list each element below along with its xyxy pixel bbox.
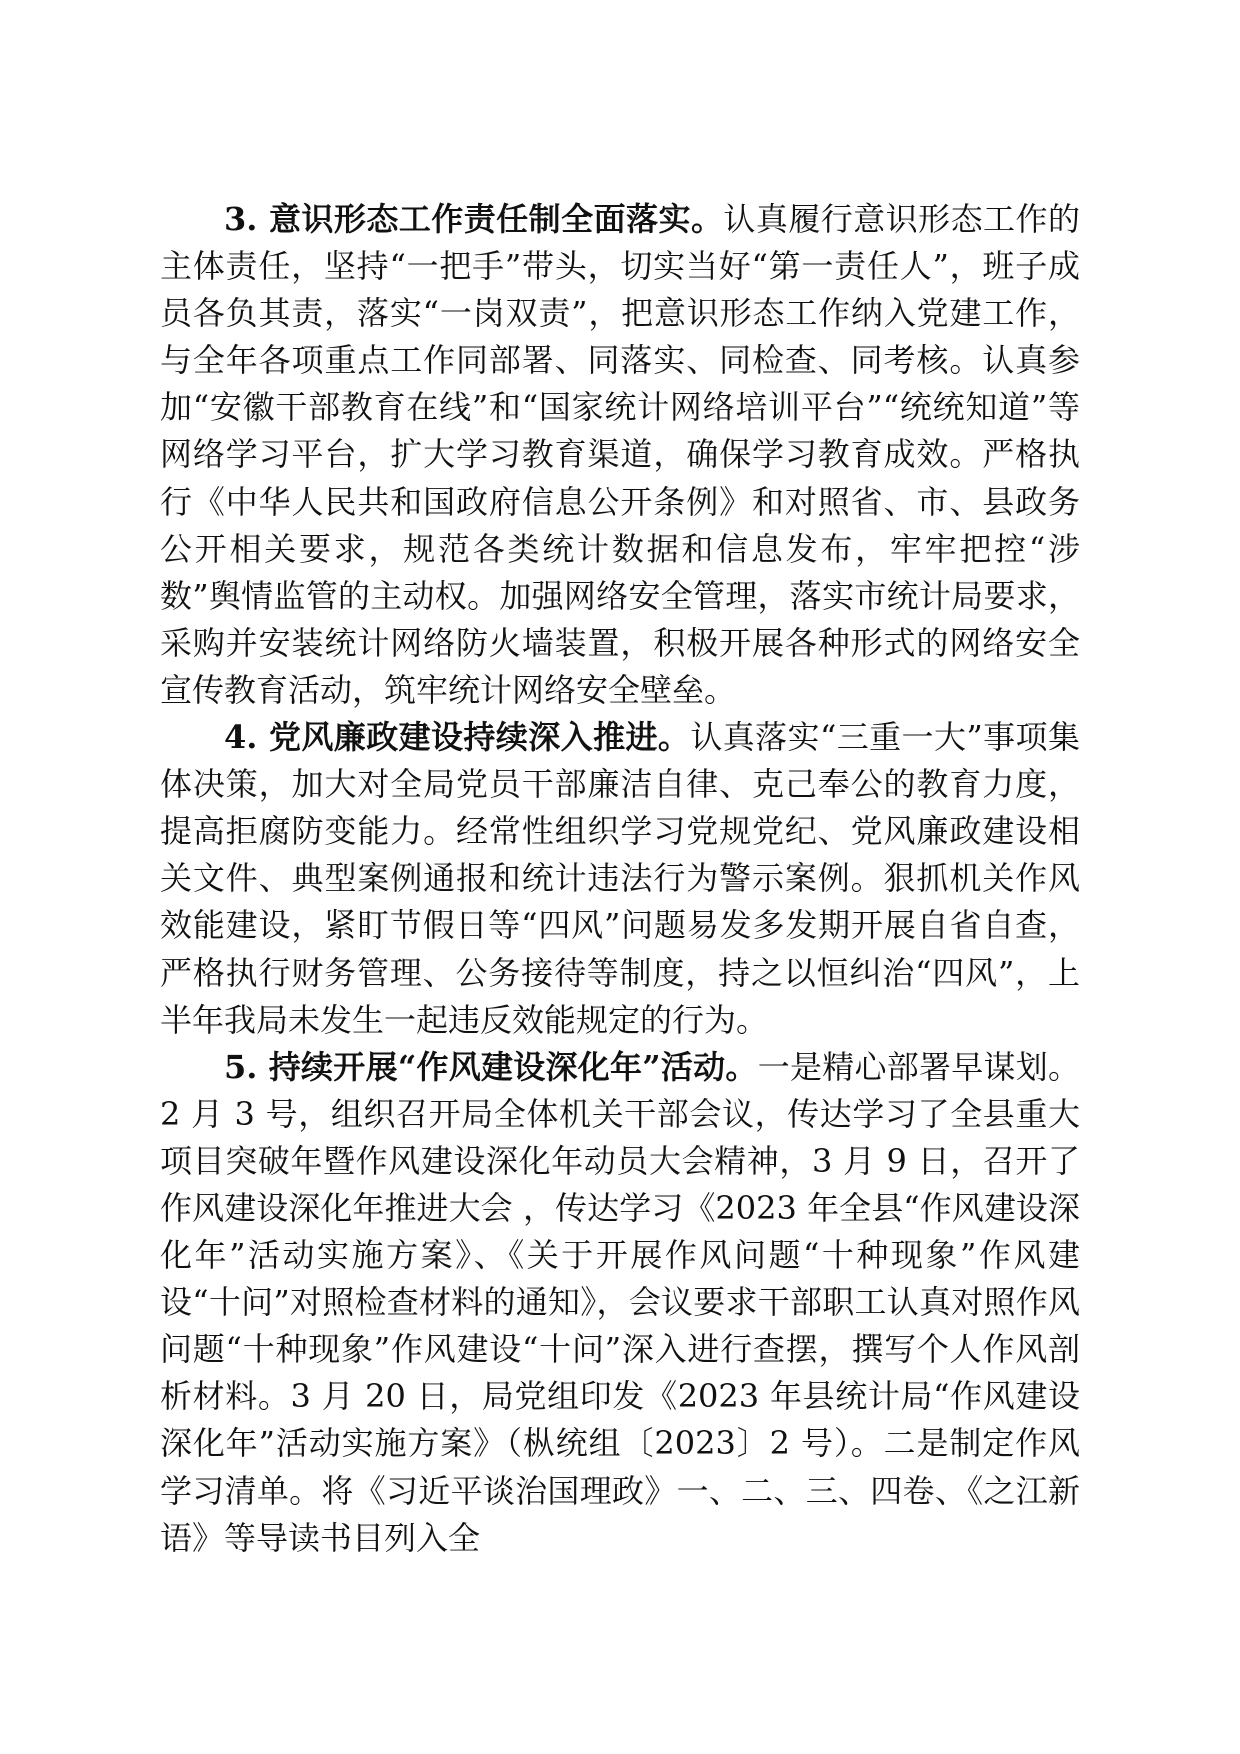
paragraph-3-body: 认真履行意识形态工作的主体责任，坚持“一把手”带头，切实当好“第一责任人”，班子成员各负其责，落实“一岗双责”，把意识形态工作纳入党建工作，与全年各项重点工作同部署、同落实、同检查、同考核。认真参加“安徽干部教育在线”和“国家统计网络培训平台”“统统知道”等网络学习平台，扩大学习教育渠道，确保学习教育成效。严格执行《中华人民共和国政府信息公开条例》和对照省、市、县政务公开相关要求，规范各类统计数据和信息发布，牢牢把控“涉数”舆情监管的主动权。加强网络安全管理，落实市统计局要求，采购并安装统计网络防火墙装置，积极开展各种形式的网络安全宣传教育活动，筑牢统计网络安全壁垒。 bbox=[160, 200, 1080, 709]
paragraph-5-body: 一是精心部署早谋划。2 月 3 号，组织召开局全体机关干部会议，传达学习了全县重大项目突破年暨作风建设深化年动员大会精神，3 月 9 日，召开了作风建设深化年推进大会 ，传达学习《2023 年全县“作风建设深化年”活动实施方案》、《关于开展作风问题“十种现象”作风建设“十问”对照检查材料的通知》，会议要求干部职工认真对照作风问题“十种现象”作风建设“十问”深入进行查摆，撰写个人作风剖析材料。3 月 20 日，局党组印发《2023 年县统计局“作风建设深化年”活动实施方案》（枞统组〔2023〕2 号）。二是制定作风学习清单。将《习近平谈治国理政》一、二、三、四卷、《之江新语》等导读书目列入全 bbox=[160, 1047, 1080, 1557]
paragraph-4 bbox=[160, 714, 1080, 1044]
paragraph-5 bbox=[160, 1044, 1080, 1562]
paragraph-4-body: 认真落实“三重一大”事项集体决策，加大对全局党员干部廉洁自律、克己奉公的教育力度，提高拒腐防变能力。经常性组织学习党规党纪、党风廉政建设相关文件、典型案例通报和统计违法行为警示案例。狠抓机关作风效能建设，紧盯节假日等“四风”问题易发多发期开展自省自查，严格执行财务管理、公务接待等制度，持之以恒纠治“四风”，上半年我局未发生一起违反效能规定的行为。 bbox=[160, 718, 1080, 1039]
document-page bbox=[160, 196, 1080, 1562]
paragraph-3-heading: 3. 意识形态工作责任制全面落实。 bbox=[224, 200, 724, 238]
paragraph-3 bbox=[160, 196, 1080, 714]
paragraph-4-heading: 4. 党风廉政建设持续深入推进。 bbox=[224, 718, 691, 757]
paragraph-5-heading: 5. 持续开展“作风建设深化年”活动。 bbox=[224, 1047, 758, 1086]
